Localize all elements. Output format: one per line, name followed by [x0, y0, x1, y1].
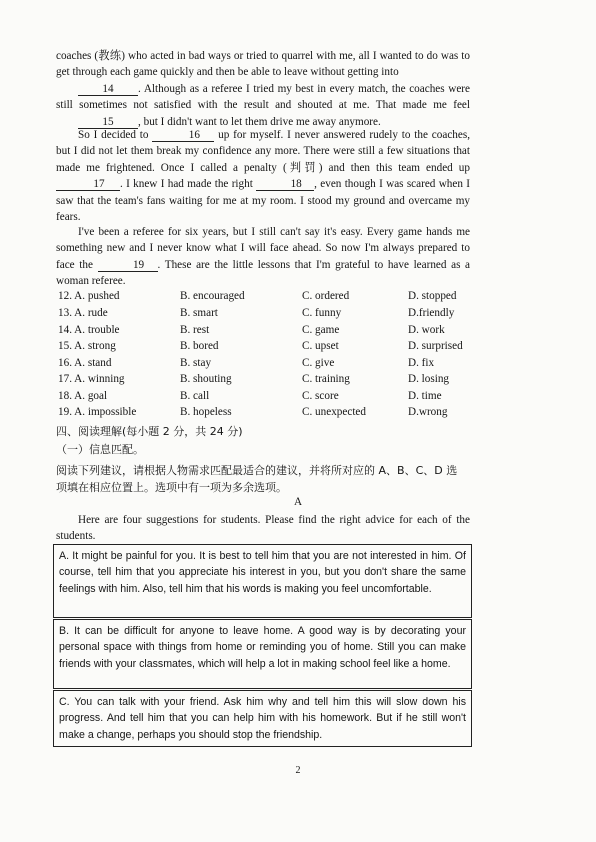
- passage-text: up for myself. I never answered rudely to the coaches, but I did not let them break my confidence any more. There were still a few situations that made me frightened. Once I called a penalty (判罚) and then this team ended up: [56, 129, 470, 174]
- option-c: C. give: [302, 357, 335, 369]
- option-b: B. rest: [180, 324, 210, 336]
- passage-text: . Although as a referee I tried my best in every match, the coaches were still sometimes not satisfied with the result and shouted at me. That made me feel: [56, 82, 470, 112]
- option-c: C. upset: [302, 340, 339, 352]
- option-b: B. stay: [180, 357, 212, 369]
- section-heading: 四、阅读理解(每小题 2 分，共 24 分): [56, 425, 243, 438]
- option-b: B. hopeless: [180, 406, 232, 418]
- option-d: D.friendly: [408, 307, 455, 319]
- blank-16: 16: [152, 129, 214, 142]
- option-d: D.wrong: [408, 406, 448, 418]
- option-c: C. unexpected: [302, 406, 366, 418]
- passage-text: coaches (教练) who acted in bad ways or tried to quarrel with me, all I wanted to do was to get through each game quickly and then be able to leave without getting into: [56, 50, 470, 79]
- option-b: B. encouraged: [180, 290, 245, 302]
- suggestion-box-c: C. You can talk with your friend. Ask him why and tell him this will slow down his progress. And tell him that you can help him with his homework. But if he still won't make a change, perhaps you should stop the friendship.: [53, 690, 472, 747]
- suggestion-box-a: A. It might be painful for you. It is best to tell him that you are not interested in him. Of course, tell him that you appreciate his interest in you, but you don't share the same feelings with him. Also, tell him that his words is making you feel uncomfortable.: [53, 544, 472, 618]
- option-row-13: [58, 307, 478, 323]
- passage-paragraph-2: [56, 127, 470, 225]
- blank-19: 19: [98, 259, 158, 272]
- option-row-14: [58, 324, 478, 340]
- option-row-16: [58, 357, 478, 373]
- blank-17: 17: [56, 178, 120, 191]
- option-d: D. losing: [408, 373, 450, 385]
- option-c: C. game: [302, 324, 340, 336]
- option-row-18: [58, 390, 478, 406]
- option-row-15: [58, 340, 478, 356]
- passage-paragraph-3: [56, 224, 470, 290]
- option-d: D. surprised: [408, 340, 463, 352]
- option-d: D. stopped: [408, 290, 457, 302]
- suggestion-box-b: B. It can be difficult for anyone to leave home. A good way is by decorating your personal space with things from home or reminding you of home. Still you can make friends with your classmates, which will help a lot in making school feel like a home.: [53, 619, 472, 689]
- passage-text: So I decided to: [78, 129, 149, 141]
- instructions-line-2: 项填在相应位置上。选项中有一项为多余选项。: [56, 481, 287, 494]
- passage-text: , even though I was scared when I saw that the team's fans waiting for me at my room. I stood my ground and overcame my fears.: [56, 178, 470, 224]
- passage-text: , but I didn't want to let them drive me away anymore.: [138, 115, 381, 128]
- passage-text: I've been a referee for six years, but I still can't say it's easy. Every game hands me something new and I never know what I will face ahead. So now I'm always prepared to face the: [56, 226, 470, 271]
- option-a: 18. A. goal: [58, 390, 108, 402]
- page-number: 2: [295, 765, 301, 776]
- option-a: 12. A. pushed: [58, 290, 120, 302]
- option-c: C. score: [302, 390, 339, 402]
- blank-14: 14: [78, 83, 138, 96]
- option-a: 17. A. winning: [58, 373, 125, 385]
- instructions-line-1: 阅读下列建议，请根据人物需求匹配最适合的建议，并将所对应的 A、B、C、D 选: [56, 464, 458, 477]
- reading-intro: Here are four suggestions for students. Please find the right advice for each of the students.: [56, 514, 470, 543]
- option-a: 14. A. trouble: [58, 324, 120, 336]
- option-row-17: [58, 373, 478, 389]
- option-c: C. ordered: [302, 290, 350, 302]
- option-b: B. call: [180, 390, 210, 402]
- blank-15: 15: [78, 116, 138, 129]
- passage-paragraph-1: [56, 48, 470, 130]
- blank-18: 18: [256, 178, 314, 191]
- option-a: 16. A. stand: [58, 357, 112, 369]
- option-row-12: [58, 290, 478, 306]
- option-row-19: [58, 406, 478, 422]
- option-a: 15. A. strong: [58, 340, 116, 352]
- option-d: D. work: [408, 324, 445, 336]
- option-a: 19. A. impossible: [58, 406, 137, 418]
- passage-label: A: [293, 496, 303, 508]
- option-b: B. bored: [180, 340, 219, 352]
- option-c: C. funny: [302, 307, 342, 319]
- option-d: D. time: [408, 390, 442, 402]
- option-b: B. smart: [180, 307, 218, 319]
- option-a: 13. A. rude: [58, 307, 108, 319]
- passage-text: . I knew I had made the right: [120, 178, 253, 191]
- option-b: B. shouting: [180, 373, 232, 385]
- passage-text: . These are the little lessons that I'm grateful to have learned as a woman referee.: [56, 258, 470, 288]
- option-c: C. training: [302, 373, 350, 385]
- subsection-heading: （一）信息匹配。: [56, 443, 144, 456]
- option-d: D. fix: [408, 357, 435, 369]
